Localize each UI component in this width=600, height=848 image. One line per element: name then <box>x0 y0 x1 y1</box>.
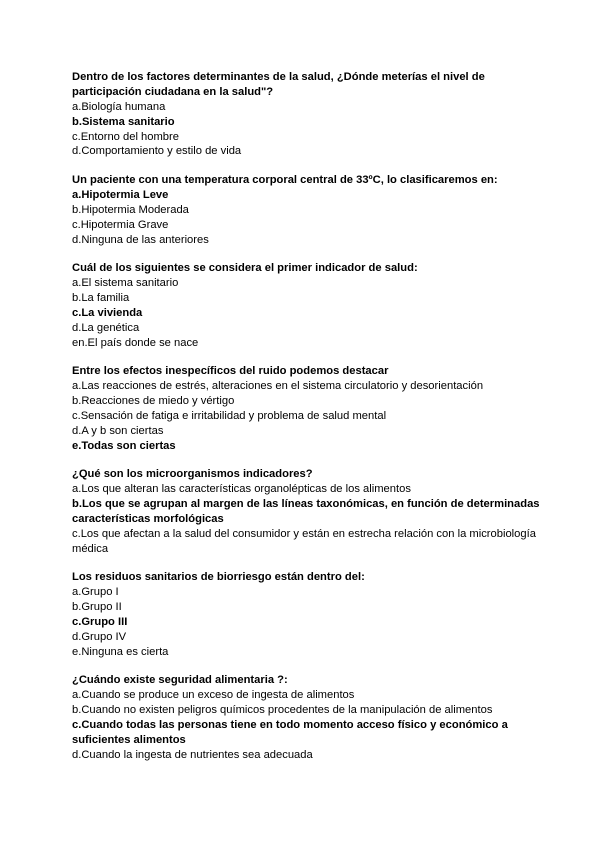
option-d: d.Grupo IV <box>72 630 127 643</box>
question-title: Cuál de los siguientes se considera el primer indicador de salud: <box>72 262 418 275</box>
option-d: d.Cuando la ingesta de nutrientes sea adecuada <box>72 748 313 761</box>
question-title: ¿Cuándo existe seguridad alimentaria ?: <box>72 674 288 687</box>
option-d: d.La genética <box>72 321 140 334</box>
option-c-correct: c.Cuando todas las personas tiene en todo momento acceso físico y económico a suficientes alimentos <box>72 718 508 746</box>
question-3 <box>72 261 542 350</box>
option-a: a.El sistema sanitario <box>72 277 179 290</box>
option-a: a.Las reacciones de estrés, alteraciones en el sistema circulatorio y desorientación <box>72 380 484 393</box>
option-b: b.La familia <box>72 292 130 305</box>
option-e: e.Ninguna es cierta <box>72 645 169 658</box>
question-title: Entre los efectos inespecíficos del ruido podemos destacar <box>72 365 389 378</box>
question-title: Un paciente con una temperatura corporal central de 33ºC, lo clasificaremos en: <box>72 174 498 187</box>
question-list <box>72 70 542 776</box>
question-6 <box>72 570 542 659</box>
option-a: a.Cuando se produce un exceso de ingesta de alimentos <box>72 689 355 702</box>
option-c: c.Sensación de fatiga e irritabilidad y problema de salud mental <box>72 409 387 422</box>
option-b: b.Hipotermia Moderada <box>72 203 189 216</box>
option-e-correct: e.Todas son ciertas <box>72 439 176 452</box>
option-c: c.Los que afectan a la salud del consumidor y están en estrecha relación con la microbiología médica <box>72 527 536 555</box>
option-d: d.Comportamiento y estilo de vida <box>72 145 242 158</box>
option-b: b.Reacciones de miedo y vértigo <box>72 395 235 408</box>
option-a: a.Grupo I <box>72 586 119 599</box>
question-title: Los residuos sanitarios de biorriesgo están dentro del: <box>72 571 365 584</box>
question-1 <box>72 70 542 159</box>
option-a: a.Los que alteran las características organolépticas de los alimentos <box>72 483 411 496</box>
question-4 <box>72 364 542 453</box>
option-c-correct: c.La vivienda <box>72 306 143 319</box>
option-b-correct: b.Los que se agrupan al margen de las líneas taxonómicas, en función de determinadas características morfológicas <box>72 498 540 525</box>
question-title: ¿Qué son los microorganismos indicadores? <box>72 468 313 481</box>
question-5 <box>72 467 542 556</box>
option-b-correct: b.Sistema sanitario <box>72 115 175 128</box>
option-d: d.A y b son ciertas <box>72 424 164 437</box>
question-title: Dentro de los factores determinantes de la salud, ¿Dónde meterías el nivel de participación ciudadana en la salud"? <box>72 71 485 98</box>
option-e: en.El país donde se nace <box>72 336 199 349</box>
option-a: a.Biología humana <box>72 101 166 113</box>
option-d: d.Ninguna de las anteriores <box>72 233 209 246</box>
option-b: b.Grupo II <box>72 601 122 614</box>
option-a-correct: a.Hipotermia Leve <box>72 189 169 202</box>
option-b: b.Cuando no existen peligros químicos procedentes de la manipulación de alimentos <box>72 704 493 717</box>
option-c: c.Entorno del hombre <box>72 130 179 143</box>
option-c: c.Hipotermia Grave <box>72 218 169 231</box>
question-2 <box>72 173 542 247</box>
question-7 <box>72 673 542 762</box>
option-c-correct: c.Grupo III <box>72 615 128 628</box>
